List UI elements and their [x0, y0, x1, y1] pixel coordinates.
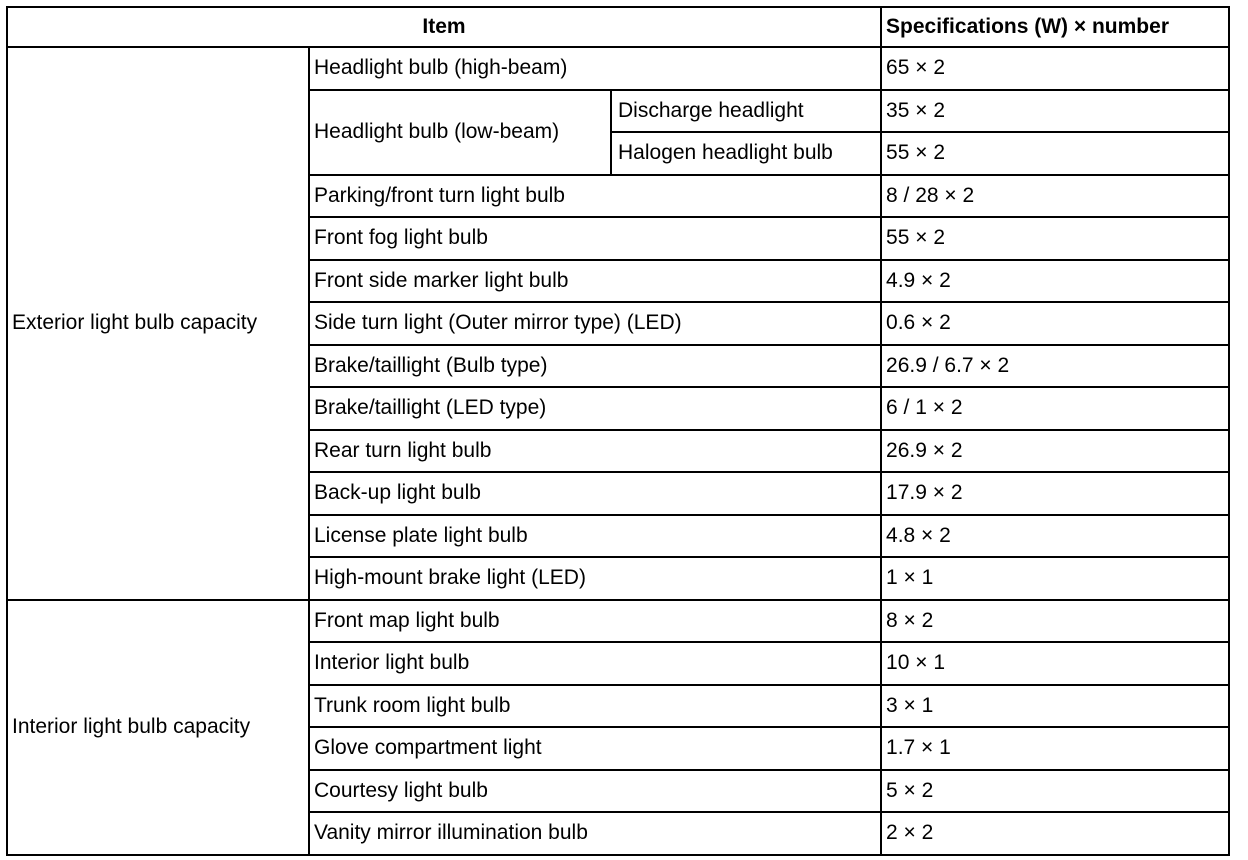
item-cell: Front map light bulb — [309, 600, 881, 643]
spec-cell: 0.6 × 2 — [881, 302, 1229, 345]
item-cell: Trunk room light bulb — [309, 685, 881, 728]
spec-cell: 26.9 × 2 — [881, 430, 1229, 473]
table-header — [7, 7, 1229, 47]
table-row — [7, 600, 1229, 643]
spec-cell: 4.8 × 2 — [881, 515, 1229, 558]
item-cell: Parking/front turn light bulb — [309, 175, 881, 218]
spec-cell: 55 × 2 — [881, 217, 1229, 260]
spec-cell: 8 × 2 — [881, 600, 1229, 643]
item-cell: Glove compartment light — [309, 727, 881, 770]
table-row — [7, 47, 1229, 90]
item-cell: Front fog light bulb — [309, 217, 881, 260]
spec-cell: 26.9 / 6.7 × 2 — [881, 345, 1229, 388]
header-row — [7, 7, 1229, 47]
item-cell: Vanity mirror illumination bulb — [309, 812, 881, 855]
item-cell: Courtesy light bulb — [309, 770, 881, 813]
spec-column-header: Specifications (W) × number — [881, 7, 1229, 47]
item-cell: License plate light bulb — [309, 515, 881, 558]
spec-cell: 6 / 1 × 2 — [881, 387, 1229, 430]
spec-cell: 1.7 × 1 — [881, 727, 1229, 770]
item-cell: Headlight bulb (low-beam) — [309, 90, 611, 175]
item-cell: Brake/taillight (Bulb type) — [309, 345, 881, 388]
spec-cell: 3 × 1 — [881, 685, 1229, 728]
item-cell: Brake/taillight (LED type) — [309, 387, 881, 430]
spec-cell: 5 × 2 — [881, 770, 1229, 813]
item-cell: Headlight bulb (high-beam) — [309, 47, 881, 90]
item-cell: Side turn light (Outer mirror type) (LED) — [309, 302, 881, 345]
sub-item-cell: Halogen headlight bulb — [611, 132, 881, 175]
table-body — [7, 47, 1229, 855]
item-cell: Rear turn light bulb — [309, 430, 881, 473]
spec-cell: 10 × 1 — [881, 642, 1229, 685]
item-cell: Interior light bulb — [309, 642, 881, 685]
spec-cell: 65 × 2 — [881, 47, 1229, 90]
sub-item-cell: Discharge headlight — [611, 90, 881, 133]
item-cell: Front side marker light bulb — [309, 260, 881, 303]
spec-cell: 8 / 28 × 2 — [881, 175, 1229, 218]
item-cell: Back-up light bulb — [309, 472, 881, 515]
spec-cell: 35 × 2 — [881, 90, 1229, 133]
spec-cell: 1 × 1 — [881, 557, 1229, 600]
spec-cell: 2 × 2 — [881, 812, 1229, 855]
group-label-exterior: Exterior light bulb capacity — [7, 47, 309, 600]
spec-cell: 4.9 × 2 — [881, 260, 1229, 303]
item-cell: High-mount brake light (LED) — [309, 557, 881, 600]
bulb-spec-table — [6, 6, 1230, 856]
spec-cell: 55 × 2 — [881, 132, 1229, 175]
spec-cell: 17.9 × 2 — [881, 472, 1229, 515]
item-column-header: Item — [7, 7, 881, 47]
group-label-interior: Interior light bulb capacity — [7, 600, 309, 855]
